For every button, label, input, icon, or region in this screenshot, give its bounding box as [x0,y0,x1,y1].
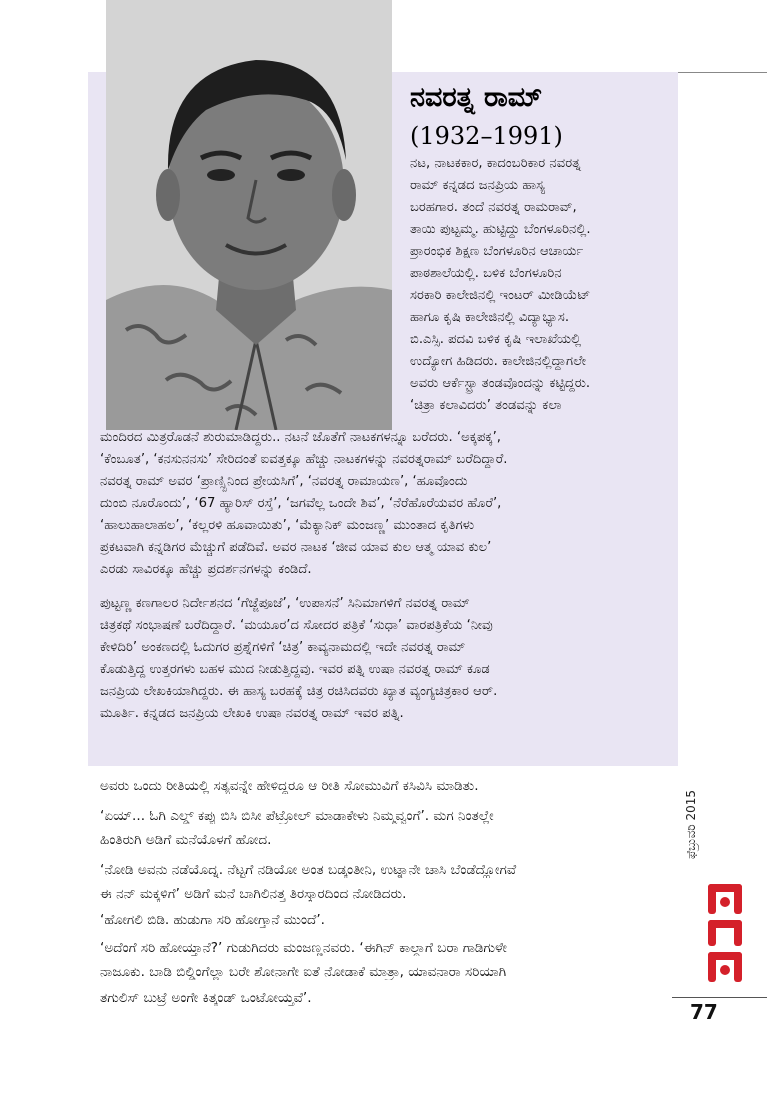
bio-line: ಪ್ರಾರಂಭಿಕ ಶಿಕ್ಷಣ ಬೆಂಗಳೂರಿನ ಆಚಾರ್ಯ [410,244,584,259]
bio-line: ರಾಮ್ ಕನ್ನಡದ ಜನಪ್ರಿಯ ಹಾಸ್ಯ [410,178,545,193]
bio-line: ಚಿತ್ರಕಥೆ ಸಂಭಾಷಣೆ ಬರೆದಿದ್ದಾರೆ. ‘ಮಯೂರ’ದ ಸೋದರ ಪತ್ರಿಕೆ ‘ಸುಧಾ’ ವಾರಪತ್ರಿಕೆಯ ‘ನೀವು [100,618,493,633]
issue-date: ಫೆಬ್ರುವರಿ 2015 [684,790,698,860]
author-photo [106,0,392,430]
article-title: ನವರತ್ನ ರಾಮ್ [410,82,543,113]
bio-line: ಎರಡು ಸಾವಿರಕ್ಕೂ ಹೆಚ್ಚು ಪ್ರದರ್ಶನಗಳನ್ನು ಕಂಡಿದೆ. [100,562,312,577]
bio-line: ಕೊಡುತ್ತಿದ್ದ ಉತ್ತರಗಳು ಬಹಳ ಮುದ ನೀಡುತ್ತಿದ್ದವು. ಇವರ ಪತ್ನಿ ಉಷಾ ನವರತ್ನ ರಾಮ್ ಕೂಡ [100,662,490,677]
story-line: ಈ ನನ್ ಮಕ್ಕಳಿಗೆ’ ಅಡಿಗೆ ಮನೆ ಬಾಗಿಲಿನತ್ತ ತಿರಸ್ಕಾರದಿಂದ ನೋಡಿದರು. [100,886,407,902]
story-line: ತಗುಲಿಸ್ ಬುಟ್ರೆ ಅಂಗೇ ಕಿತ್ಕಂಡ್ ಒಂಟೋಯ್ತವೆ’. [100,990,312,1006]
bio-line: ತಾಯಿ ಪುಟ್ಟಮ್ಮ. ಹುಟ್ಟಿದ್ದು ಬೆಂಗಳೂರಿನಲ್ಲಿ. [410,222,591,237]
bio-line: ‘ಕೆಂಬೂತ’, ‘ಕನಸುನನಸು’ ಸೇರಿದಂತೆ ಐವತ್ತಕ್ಕೂ ಹೆಚ್ಚು ನಾಟಕಗಳನ್ನು ನವರತ್ನರಾಮ್ ಬರೆದಿದ್ದಾರೆ. [100,452,508,467]
article-years: (1932–1991) [410,122,563,150]
page-number: 77 [690,1000,718,1024]
bio-line: ಉದ್ಯೋಗ ಹಿಡಿದರು. ಕಾಲೇಜಿನಲ್ಲಿದ್ದಾಗಲೇ [410,354,587,369]
bio-line: ಜನಪ್ರಿಯ ಲೇಖಕಿಯಾಗಿದ್ದರು. ಈ ಹಾಸ್ಯ ಬರಹಕ್ಕೆ ಚಿತ್ರ ರಚಿಸಿದವರು ಖ್ಯಾತ ವ್ಯಂಗ್ಯಚಿತ್ರಕಾರ ಆರ್. [100,684,498,699]
bio-line: ಹಾಗೂ ಕೃಷಿ ಕಾಲೇಜಿನಲ್ಲಿ ವಿದ್ಯಾಭ್ಯಾಸ. [410,310,570,325]
bio-line: ‘ಚಿತ್ರಾ ಕಲಾವಿದರು’ ತಂಡವನ್ನು ಕಲಾ [410,398,562,413]
bio-line: ಕೇಳಿದಿರಿ’ ಅಂಕಣದಲ್ಲಿ ಓದುಗರ ಪ್ರಶ್ನೆಗಳಿಗೆ ‘ಚಿತ್ರ’ ಕಾವ್ಯನಾಮದಲ್ಲಿ ಇದೇ ನವರತ್ನ ರಾಮ್ [100,640,466,655]
bio-line: ‘ಹಾಲುಹಾಲಾಹಲ’, ‘ಕಲ್ಲರಳಿ ಹೂವಾಯಿತು’, ‘ಮೆಕ್ಯಾನಿಕ್ ಮಂಜಣ್ಣ’ ಮುಂತಾದ ಕೃತಿಗಳು [100,518,475,533]
story-line: ಹಿಂತಿರುಗಿ ಅಡಿಗೆ ಮನೆಯೊಳಗೆ ಹೋದ. [100,832,272,848]
story-line: ‘ಅದೆಂಗೆ ಸರಿ ಹೋಯ್ತಾನೆ?’ ಗುಡುಗಿದರು ಮಂಜಣ್ಣನವರು. ‘ಈಗಿನ್ ಕಾಲ್ದಾಗೆ ಬರಾ ಗಾಡಿಗುಳೇ [100,940,507,956]
bio-line: ಪುಟ್ಟಣ್ಣ ಕಣಗಾಲರ ನಿರ್ದೇಶನದ ‘ಗೆಜ್ಜೆಪೂಜೆ’, ‘ಉಪಾಸನೆ’ ಸಿನಿಮಾಗಳಿಗೆ ನವರತ್ನ ರಾಮ್ [100,596,470,611]
bio-line: ಮೂರ್ತಿ. ಕನ್ನಡದ ಜನಪ್ರಿಯ ಲೇಖಕಿ ಉಷಾ ನವರತ್ನ ರಾಮ್ ಇವರ ಪತ್ನಿ. [100,706,404,721]
bio-line: ದುಂಬಿ ನೂರೊಂದು’, ‘67 ಹ್ಯಾರಿಸ್ ರಸ್ತೆ’, ‘ಜಗವೆಲ್ಲ ಒಂದೇ ಶಿವ’, ‘ನೆರೆಹೊರೆಯವರ ಹೊರೆ’, [100,496,502,511]
bio-line: ಪಾಠಶಾಲೆಯಲ್ಲಿ. ಬಳಿಕ ಬೆಂಗಳೂರಿನ [410,266,562,281]
bio-line: ನವರತ್ನ ರಾಮ್ ಅವರ ‘ಪ್ರಾಣ್ಸ್ಪಿನಿಂದ ಪ್ರೇಯಸಿಗೆ’, ‘ನವರತ್ನ ರಾಮಾಯಣ’, ‘ಹೂವೊಂದು [100,474,468,489]
bio-line: ಬರಹಗಾರ. ತಂದೆ ನವರತ್ನ ರಾಮರಾವ್, [410,200,577,215]
bio-line: ಬಿ.ಎಸ್ಸಿ. ಪದವಿ ಬಳಿಕ ಕೃಷಿ ಇಲಾಖೆಯಲ್ಲಿ [410,332,582,347]
story-line: ‘ಏಯ್... ಓಗಿ ಎಲ್ಡ್ ಕಪ್ಪು ಬಿಸಿ ಬಿಸೀ ಪೆಟ್ರೋಲ್ ಮಾಡಾಕೇಳು ನಿಮ್ಮವ್ವಂಗೆ’. ಮಗ ನಿಂತಲ್ಲೇ [100,808,494,824]
bottom-rule [672,997,767,998]
story-line: ‘ನೋಡಿ ಅವನು ನಡೆಯೊದ್ನ. ನೆಟ್ಟಗೆ ನಡಿಯೋ ಅಂತ ಬಡ್ಕಂತೀನಿ, ಉಟ್ನಾನೇ ಚಾಸಿ ಬೆಂಡೆದ್ಹೋಗವೆ [100,862,517,878]
bio-line: ಮಂದಿರದ ಮಿತ್ರರೊಡನೆ ಶುರುಮಾಡಿದ್ದರು.. ನಟನೆ ಜೊತೆಗೆ ನಾಟಕಗಳನ್ನೂ ಬರೆದರು. ‘ಅಕ್ಕಪಕ್ಕ’, [100,430,501,445]
story-line: ‘ಹೋಗಲಿ ಬಿಡಿ. ಹುಡುಗಾ ಸರಿ ಹೋಗ್ತಾನೆ ಮುಂದೆ’. [100,912,325,928]
magazine-logo [700,880,748,988]
bio-line: ಅವರು ಆರ್ಕೆಸ್ಟ್ರಾ ತಂಡವೊಂದನ್ನು ಕಟ್ಟಿದ್ದರು. [410,376,591,391]
story-line: ಅವರು ಒಂದು ರೀತಿಯಲ್ಲಿ ಸತ್ಯವನ್ನೇ ಹೇಳಿದ್ದರೂ ಆ ರೀತಿ ಸೋಮುವಿಗೆ ಕಸಿವಿಸಿ ಮಾಡಿತು. [100,778,479,794]
bio-line: ಪ್ರಕಟವಾಗಿ ಕನ್ನಡಿಗರ ಮೆಚ್ಚುಗೆ ಪಡೆದಿವೆ. ಅವರ ನಾಟಕ ‘ಜೀವ ಯಾವ ಕುಲ ಆತ್ಮ ಯಾವ ಕುಲ’ [100,540,492,555]
bio-line: ನಟ, ನಾಟಕಕಾರ, ಕಾದಂಬರಿಕಾರ ನವರತ್ನ [410,156,581,171]
story-line: ನಾಜೂಕು. ಬಾಡಿ ಬಿಲ್ಡಿಂಗೆಲ್ಲಾ ಬರೇ ಶೋನಾಗೇ ಐತೆ ನೋಡಾಕೆ ಮಾತ್ರಾ, ಯಾವನಾರಾ ಸರಿಯಾಗಿ [100,964,507,980]
bio-line: ಸರಕಾರಿ ಕಾಲೇಜಿನಲ್ಲಿ ಇಂಟರ್ ಮೀಡಿಯೆಟ್ [410,288,591,303]
